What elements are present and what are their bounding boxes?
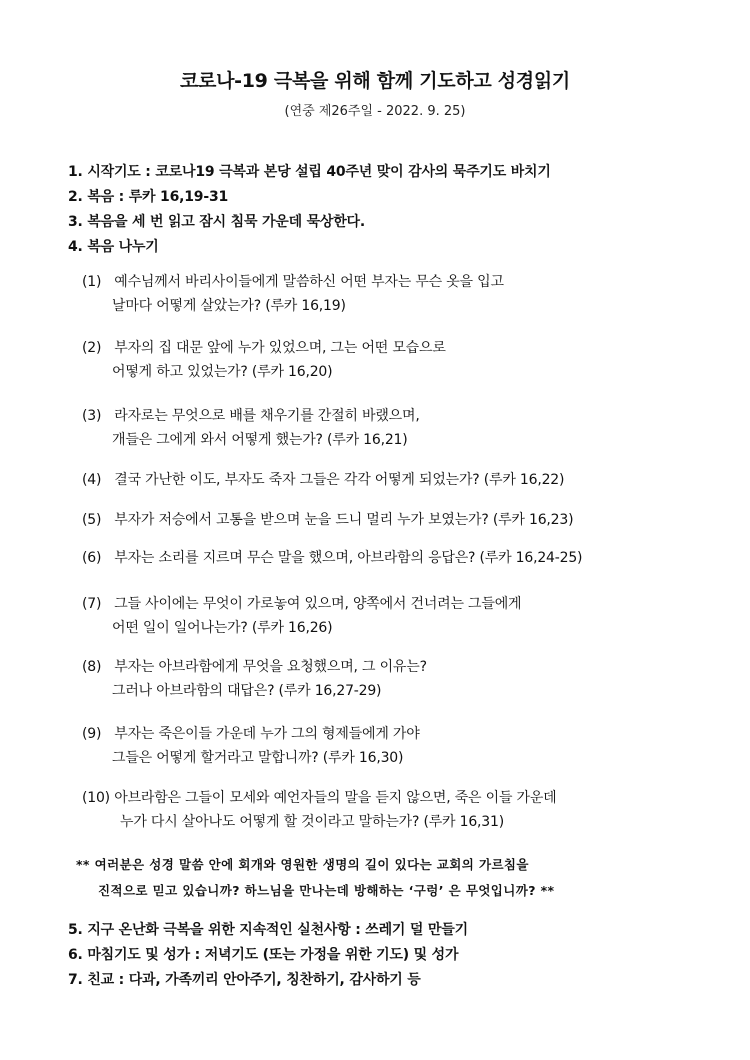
question-line1: 결국 가난한 이도, 부자도 죽자 그들은 각각 어떻게 되었는가? (루카 16,22): [114, 472, 565, 488]
question-number: (4): [82, 472, 102, 488]
question-line1: 아브라함은 그들이 모세와 예언자들의 말을 듣지 않으면, 죽은 이들 가운데: [114, 790, 557, 806]
question-item: [82, 655, 427, 703]
question-line2: 그러나 아브라함의 대답은? (루카 16,27-29): [112, 683, 382, 699]
question-item: [82, 592, 521, 640]
question-number: (3): [82, 408, 102, 424]
question-item: [82, 468, 564, 492]
question-number: (10): [82, 790, 110, 806]
question-number: (1): [82, 274, 102, 290]
question-item: [82, 722, 420, 770]
question-line2: 어떻게 하고 있었는가? (루카 16,20): [112, 364, 333, 380]
document-title: 코로나-19 극복을 위해 함께 기도하고 성경읽기: [180, 70, 570, 92]
step-item: 3. 복음을 세 번 읽고 잠시 침묵 가운데 묵상한다.: [68, 214, 366, 230]
closing-steps-list: [68, 918, 708, 993]
step-item: 6. 마침기도 및 성가 : 저녁기도 (또는 가정을 위한 기도) 및 성가: [68, 947, 459, 963]
question-line1: 부자는 죽은이들 가운데 누가 그의 형제들에게 가야: [114, 726, 420, 742]
question-number: (2): [82, 340, 102, 356]
question-item: [82, 336, 446, 384]
steps-list: [68, 160, 708, 260]
note-line2: 진적으로 믿고 있습니까? 하느님을 만나는데 방해하는 ‘구렁’ 은 무엇입니까? **: [98, 883, 555, 898]
question-line2: 누가 다시 살아나도 어떻게 할 것이라고 말하는가? (루카 16,31): [120, 814, 504, 830]
question-line1: 라자로는 무엇으로 배를 채우기를 간절히 바랬으며,: [114, 408, 420, 424]
step-item: 4. 복음 나누기: [68, 239, 159, 255]
question-number: (5): [82, 512, 102, 528]
note-line1: ** 여러분은 성경 말씀 안에 회개와 영원한 생명의 길이 있다는 교회의 가르침을: [76, 857, 529, 872]
question-item: [82, 404, 420, 452]
question-number: (8): [82, 659, 102, 675]
question-line1: 부자는 소리를 지르며 무슨 말을 했으며, 아브라함의 응답은? (루카 16,24-25): [114, 550, 583, 566]
question-number: (7): [82, 596, 102, 612]
step-item: 5. 지구 온난화 극복을 위한 지속적인 실천사항 : 쓰레기 덜 만들기: [68, 922, 468, 938]
question-line1: 부자가 저승에서 고통을 받으며 눈을 드니 멀리 누가 보였는가? (루카 16,23): [114, 512, 574, 528]
question-line1: 예수님께서 바리사이들에게 말씀하신 어떤 부자는 무슨 옷을 입고: [114, 274, 504, 290]
question-line2: 그들은 어떻게 할거라고 말합니까? (루카 16,30): [112, 750, 404, 766]
question-line2: 날마다 어떻게 살았는가? (루카 16,19): [112, 298, 346, 314]
question-number: (9): [82, 726, 102, 742]
step-item: 1. 시작기도 : 코로나19 극복과 본당 설립 40주년 맞이 감사의 묵주기도 바치기: [68, 164, 551, 180]
question-line2: 개들은 그에게 와서 어떻게 했는가? (루카 16,21): [112, 432, 408, 448]
question-item: [82, 270, 504, 318]
document-subtitle: (연중 제26주일 - 2022. 9. 25): [284, 104, 466, 119]
question-item: [82, 786, 557, 834]
question-line2: 어떤 일이 일어나는가? (루카 16,26): [112, 620, 333, 636]
step-item: 7. 친교 : 다과, 가족끼리 안아주기, 칭찬하기, 감사하기 등: [68, 972, 421, 988]
question-line1: 부자는 아브라함에게 무엇을 요청했으며, 그 이유는?: [114, 659, 427, 675]
question-item: [82, 508, 573, 532]
question-number: (6): [82, 550, 102, 566]
question-line1: 그들 사이에는 무엇이 가로놓여 있으며, 양쪽에서 건너려는 그들에게: [114, 596, 522, 612]
question-item: [82, 546, 582, 570]
question-line1: 부자의 집 대문 앞에 누가 있었으며, 그는 어떤 모습으로: [114, 340, 446, 356]
step-item: 2. 복음 : 루카 16,19-31: [68, 189, 229, 205]
reflection-note: [76, 852, 696, 904]
